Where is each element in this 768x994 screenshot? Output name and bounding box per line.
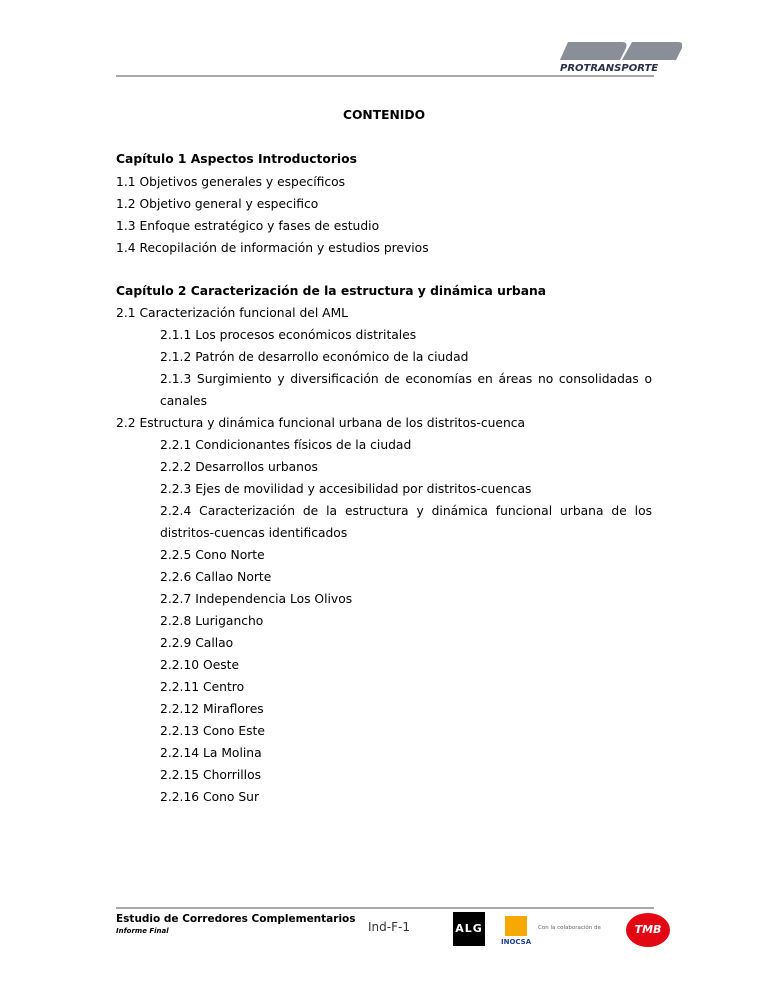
toc-item: distritos-cuencas identificados (160, 526, 348, 540)
toc-item: 2.2.9 Callao (160, 636, 234, 650)
toc-item: 2.2.1 Condicionantes físicos de la ciudad (160, 438, 412, 452)
toc-item: 2.2.4 Caracterización de la estructura y dinámica funcional urbana de los (160, 504, 652, 518)
alg-logo-text: ALG (455, 922, 483, 935)
page-number: Ind-F-1 (368, 920, 410, 934)
toc-item: 2.2.10 Oeste (160, 658, 240, 672)
toc-item: 2.2.2 Desarrollos urbanos (160, 460, 318, 474)
logo-text: PROTRANSPORTE (560, 63, 659, 74)
alg-logo (453, 912, 485, 946)
collaboration-text: Con la colaboración de (538, 925, 601, 931)
protransporte-logo (556, 40, 682, 74)
page-title: CONTENIDO (342, 108, 426, 122)
toc-item: 2.2.16 Cono Sur (160, 790, 260, 804)
toc-item: 2.2.7 Independencia Los Olivos (160, 592, 353, 606)
toc-item: 2.2.15 Chorrillos (160, 768, 261, 782)
inocsa-logo: INOCSA (501, 914, 531, 948)
header-rule (116, 75, 654, 77)
chapter-heading: Capítulo 2 Caracterización de la estructura y dinámica urbana (116, 284, 547, 298)
toc-item: canales (160, 394, 208, 408)
toc-item: 2.1.3 Surgimiento y diversificación de economías en áreas no consolidadas o (160, 372, 652, 386)
toc-item: 2.2.3 Ejes de movilidad y accesibilidad por distritos-cuencas (160, 482, 532, 496)
toc-item: 2.2.11 Centro (160, 680, 245, 694)
toc-item: 1.2 Objetivo general y especifico (116, 197, 319, 211)
footer-rule (116, 907, 654, 909)
toc-item: 2.1.2 Patrón de desarrollo económico de la ciudad (160, 350, 469, 364)
toc-item: 2.2 Estructura y dinámica funcional urbana de los distritos-cuenca (116, 416, 526, 430)
toc-item: 1.4 Recopilación de información y estudios previos (116, 241, 429, 255)
tmb-logo: TMB (626, 913, 670, 947)
toc-item: 1.3 Enfoque estratégico y fases de estudio (116, 219, 380, 233)
toc-item: 2.2.5 Cono Norte (160, 548, 265, 562)
toc-item: 2.2.13 Cono Este (160, 724, 265, 738)
toc-item: 2.1.1 Los procesos económicos distritales (160, 328, 417, 342)
toc-item: 2.2.6 Callao Norte (160, 570, 272, 584)
footer-study-title: Estudio de Corredores Complementarios (116, 913, 356, 925)
toc-item: 2.2.12 Miraflores (160, 702, 264, 716)
toc-item: 2.2.8 Lurigancho (160, 614, 264, 628)
toc-item: 2.1 Caracterización funcional del AML (116, 306, 349, 320)
toc-item: 1.1 Objetivos generales y específicos (116, 175, 346, 189)
chapter-heading: Capítulo 1 Aspectos Introductorios (116, 152, 357, 166)
toc-item: 2.2.14 La Molina (160, 746, 262, 760)
footer-report: Informe Final (116, 927, 169, 935)
